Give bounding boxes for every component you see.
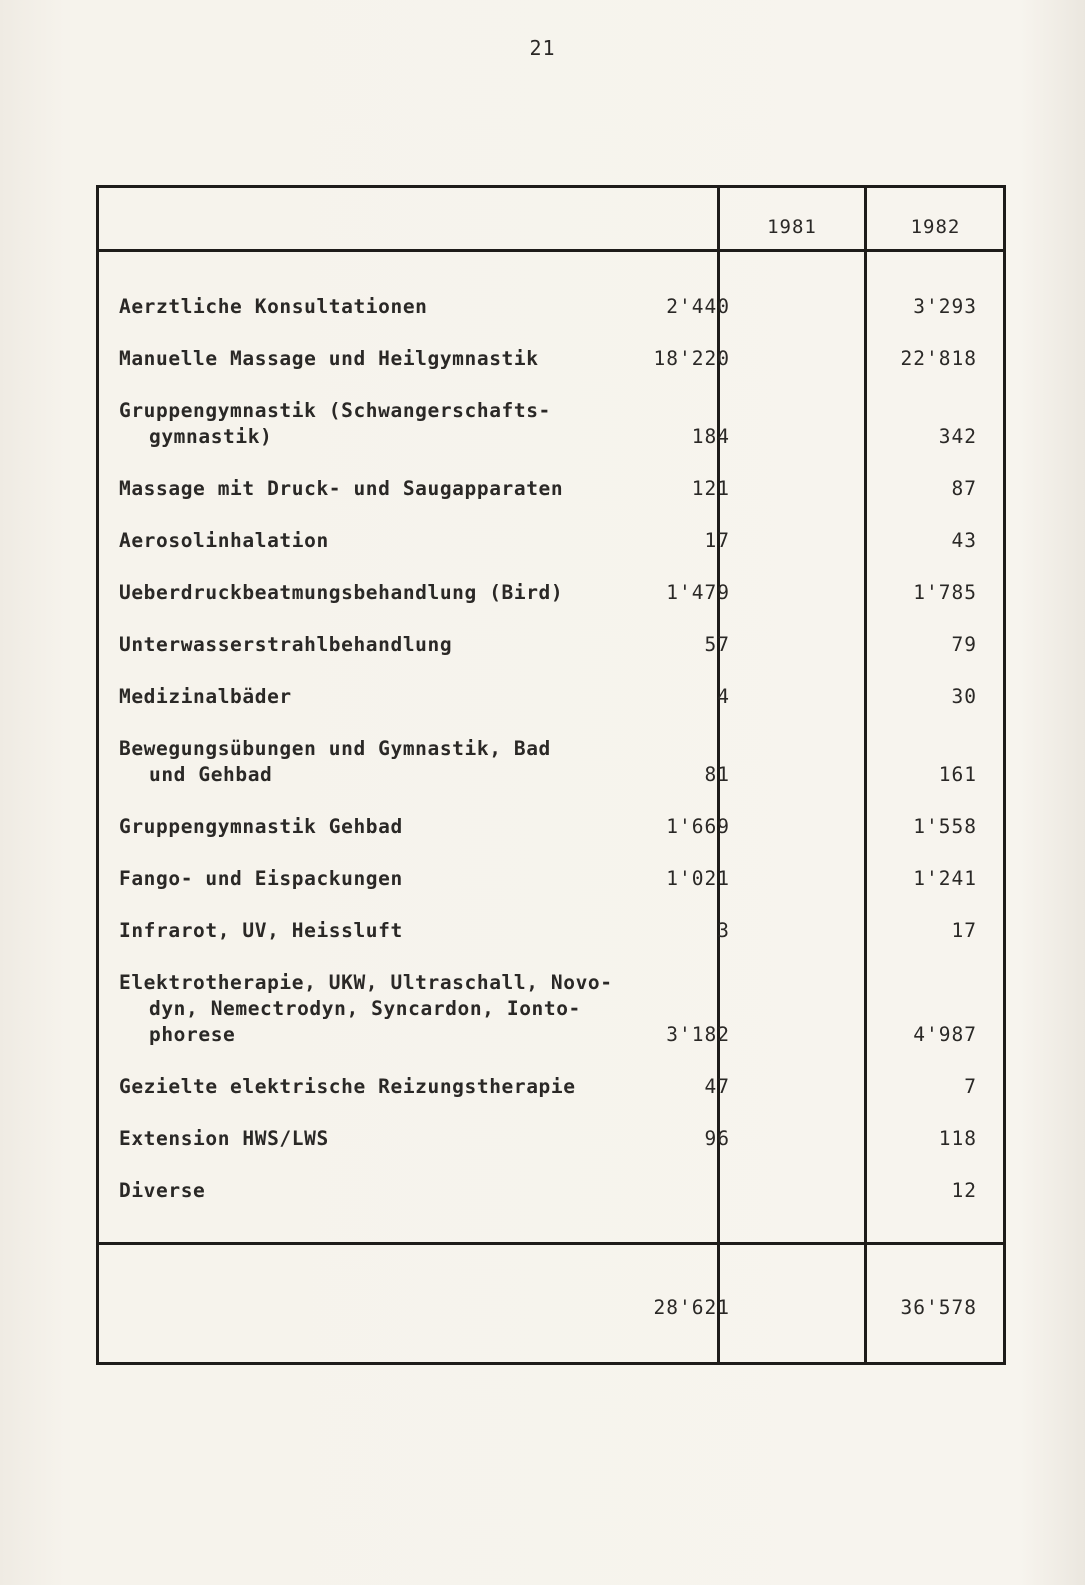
row-label-line: Gruppengymnastik Gehbad: [119, 815, 403, 838]
table-row: [99, 528, 1003, 554]
page-number: 21: [529, 36, 556, 60]
table-row: [99, 918, 1003, 944]
value-1982: 79: [951, 633, 977, 656]
row-label-line: Fango- und Eispackungen: [119, 867, 403, 890]
header-1981: 1981: [767, 216, 817, 238]
value-1982: 4'987: [913, 1023, 977, 1046]
value-1982: 30: [951, 685, 977, 708]
row-label-line: Ueberdruckbeatmungsbehandlung (Bird): [119, 581, 564, 604]
value-1982: 87: [951, 477, 977, 500]
value-1982: 161: [938, 763, 977, 786]
table-row: [99, 346, 1003, 372]
table-row: [99, 580, 1003, 606]
value-1981: 1'479: [666, 581, 730, 604]
table-row: [99, 866, 1003, 892]
statistics-table: [96, 185, 1006, 1365]
value-1981: 96: [704, 1127, 730, 1150]
value-1982: 12: [951, 1179, 977, 1202]
row-label-line: und Gehbad: [149, 763, 273, 786]
value-1982: 1'241: [913, 867, 977, 890]
value-1981: 1'669: [666, 815, 730, 838]
value-1981: 1'021: [666, 867, 730, 890]
row-label-line: Gezielte elektrische Reizungstherapie: [119, 1075, 576, 1098]
value-1981: 2'440: [666, 295, 730, 318]
value-1981: 4: [717, 685, 730, 708]
header-1982: 1982: [910, 216, 961, 238]
table-row: [99, 970, 1003, 1048]
row-label-line: Extension HWS/LWS: [119, 1127, 329, 1150]
value-1981: 18'220: [653, 347, 730, 370]
table-row: [99, 294, 1003, 320]
table-row: [99, 736, 1003, 788]
value-1982: 1'558: [913, 815, 977, 838]
value-1981: 57: [704, 633, 730, 656]
row-label-line: Infrarot, UV, Heissluft: [119, 919, 403, 942]
row-label-line: Aerztliche Konsultationen: [119, 295, 428, 318]
table-row: [99, 1126, 1003, 1152]
row-label-line: Bewegungsübungen und Gymnastik, Bad: [119, 737, 551, 760]
value-1982: 22'818: [900, 347, 977, 370]
row-label-line: Elektrotherapie, UKW, Ultraschall, Novo-: [119, 971, 613, 994]
row-label: [119, 1178, 709, 1204]
table-row: [99, 476, 1003, 502]
table-row: [99, 398, 1003, 450]
value-1981: 81: [704, 763, 730, 786]
value-1981: 3'182: [666, 1023, 730, 1046]
table-row: [99, 1178, 1003, 1204]
value-1982: 1'785: [913, 581, 977, 604]
table-row: [99, 814, 1003, 840]
row-label-line: Aerosolinhalation: [119, 529, 329, 552]
value-1982: 43: [951, 529, 977, 552]
value-1982: 118: [938, 1127, 977, 1150]
row-label-line: dyn, Nemectrodyn, Syncardon, Ionto-: [149, 997, 581, 1020]
row-label-line: Diverse: [119, 1179, 206, 1202]
value-1981: 3: [717, 919, 730, 942]
row-label-line: Massage mit Druck- und Saugapparaten: [119, 477, 564, 500]
value-1981: 17: [704, 529, 730, 552]
value-1982: 17: [951, 919, 977, 942]
value-1982: 7: [964, 1075, 977, 1098]
value-1982: 342: [938, 425, 977, 448]
row-label-line: Unterwasserstrahlbehandlung: [119, 633, 453, 656]
table-row: [99, 632, 1003, 658]
row-label-line: phorese: [149, 1023, 236, 1046]
totals-divider: [99, 1242, 1003, 1245]
table-row: [99, 1074, 1003, 1100]
total-1981: 28'621: [653, 1296, 730, 1319]
value-1981: 47: [704, 1075, 730, 1098]
row-label-line: Gruppengymnastik (Schwangerschafts-: [119, 399, 551, 422]
value-1981: 121: [691, 477, 730, 500]
total-1982: 36'578: [900, 1296, 977, 1319]
header-divider: [99, 249, 1003, 252]
row-label-line: Manuelle Massage und Heilgymnastik: [119, 347, 539, 370]
row-label-line: Medizinalbäder: [119, 685, 292, 708]
table-row: [99, 684, 1003, 710]
value-1982: 3'293: [913, 295, 977, 318]
row-label-line: gymnastik): [149, 425, 273, 448]
value-1981: 184: [691, 425, 730, 448]
